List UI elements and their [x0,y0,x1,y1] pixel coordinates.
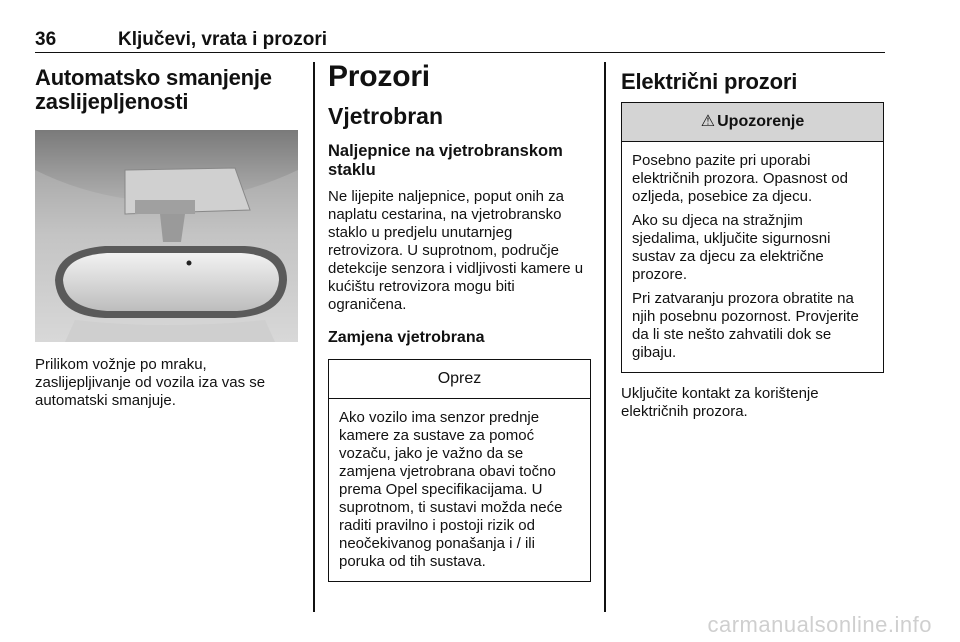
caution-text: Ako vozilo ima senzor prednje kamere za sustave za pomoć vozaču, jako je važno da se zamjena vjetrobrana obavi točno prema Opel specifikacijama. U suprotnom, ti sustavi možda neće raditi pravilno i postoji rizik od neočekivanog ponašanja i / ili poruka od tih sustava. [339,409,563,570]
column-divider-2 [604,62,606,612]
warning-paragraph-2: Ako su djeca na stražnjim sjedalima, uključite sigurnosni sustav za djecu za električne prozore. [632,212,831,283]
warning-paragraph-1: Posebno pazite pri uporabi električnih prozora. Opasnost od ozljeda, posebice za djecu. [632,152,848,205]
section-heading-power-windows: Električni prozori [621,69,798,94]
page-number: 36 [35,29,57,50]
warning-triangle-icon: ⚠ [700,113,716,130]
warning-title: Upozorenje [717,113,805,130]
power-windows-text: Uključite kontakt za korištenje električnih prozora. [621,385,819,420]
section-heading-glare: Automatsko smanjenje zaslijepljenosti [35,65,272,114]
rearview-mirror-illustration [35,130,298,342]
subheading-windshield: Vjetrobran [328,103,444,129]
column-2 [328,60,591,582]
caution-title: Oprez [329,360,590,399]
watermark: carmanualsonline.info [707,612,932,637]
section-title-stickers: Naljepnice na vjetrobranskom staklu [328,142,563,179]
warning-header [622,103,883,142]
section-title-replacement: Zamjena vjetrobrana [328,329,485,346]
column-divider-1 [313,62,315,612]
chapter-title: Ključevi, vrata i prozori [118,29,328,50]
page-header [35,30,885,53]
column-3 [621,60,884,421]
section-heading-windows: Prozori [328,60,430,93]
figure-caption: Prilikom vožnje po mraku, zaslijepljivanje od vozila iza vas se automatski smanjuje. [35,356,266,409]
warning-box [621,102,884,373]
section-text-stickers: Ne lijepite naljepnice, poput onih za naplatu cestarina, na vjetrobransko staklo u predjelu unutarnjeg retrovizora. U suprotnom, područje detekcije senzora i vidljivosti kamere u kućištu retrovizora mogu biti ograničena. [328,188,584,313]
rearview-mirror-figure [35,130,298,342]
caution-box [328,359,591,582]
warning-paragraph-3: Pri zatvaranju prozora obratite na njih posebnu pozornost. Provjerite da li ste nešto zahvatili dok se gibaju. [632,290,859,361]
column-1 [35,60,300,410]
